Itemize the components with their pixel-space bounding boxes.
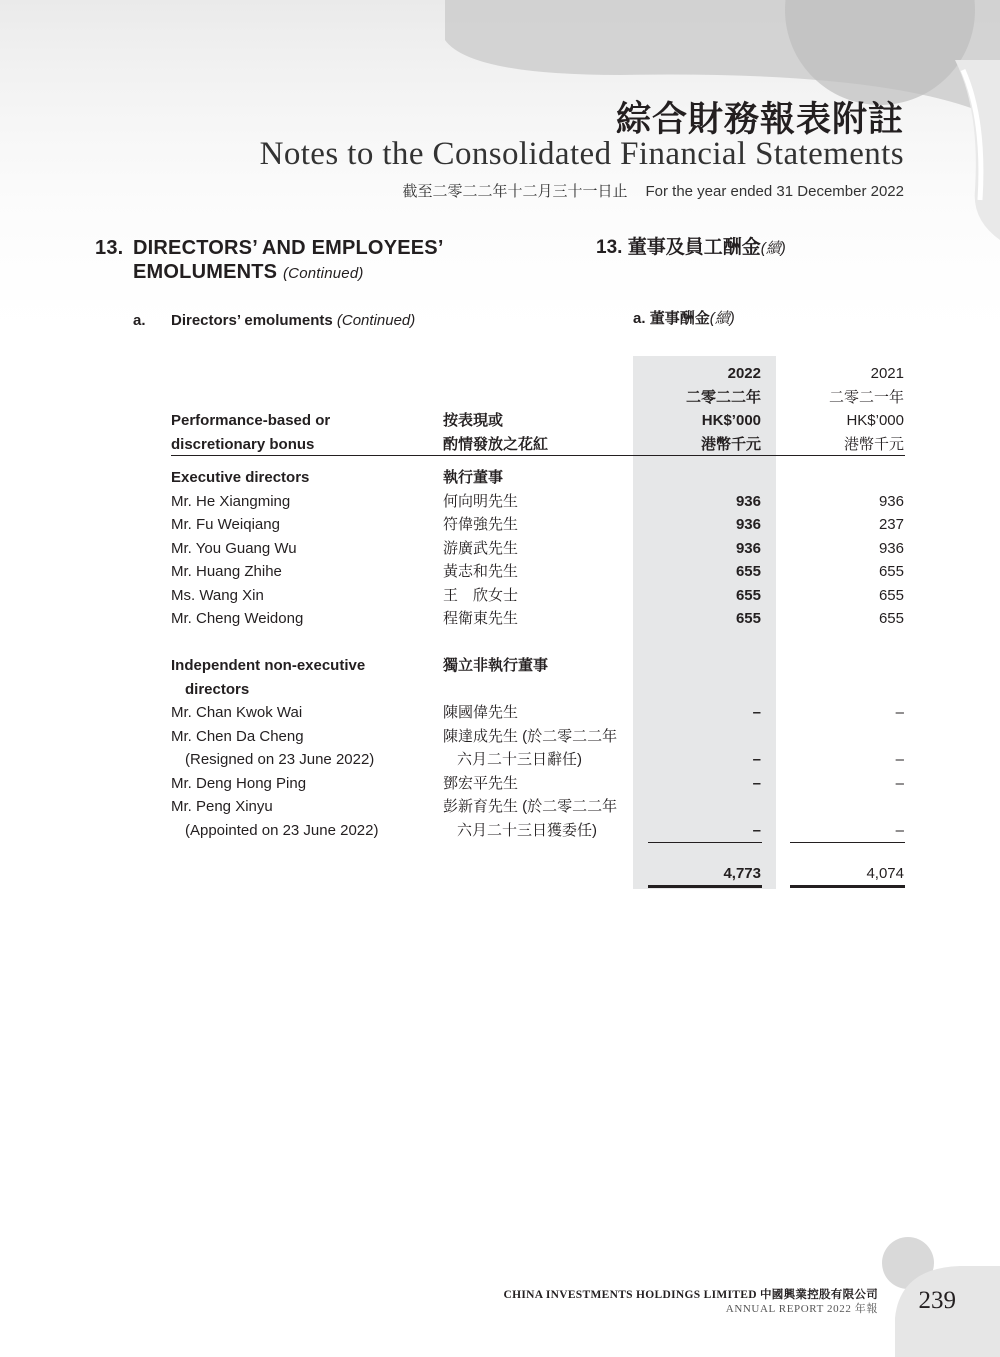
group-title-independent-cn: 獨立非執行董事 <box>443 657 549 674</box>
director-name-cn: 程衛東先生 <box>443 610 519 627</box>
total-rule-2021 <box>790 885 905 888</box>
table-caption-english <box>171 409 330 456</box>
director-name-cn: 游廣武先生 <box>443 540 519 557</box>
director-note-cn: 六月二十三日獲委任) <box>457 822 597 839</box>
subsection-heading-english <box>133 312 416 329</box>
column-year: 2021 <box>870 365 904 382</box>
period-english: For the year ended 31 December 2022 <box>645 183 904 200</box>
group-title-independent-line2: directors <box>185 681 250 698</box>
caption-line: discretionary bonus <box>171 435 315 453</box>
column-header-2022 <box>686 362 761 456</box>
group-title-independent: Independent non-executive <box>171 657 366 674</box>
group-title-executive: Executive directors <box>171 469 310 486</box>
director-name: Mr. Huang Zhihe <box>171 563 282 580</box>
value-2021: – <box>895 775 904 792</box>
column-year-cn: 二零二一年 <box>828 388 904 406</box>
subsection-continued-cn: (續) <box>709 310 735 327</box>
director-name-cn: 彭新育先生 (於二零二二年 <box>443 798 618 815</box>
column-unit-cn: 港幣千元 <box>700 435 761 453</box>
director-name: Mr. Chan Kwok Wai <box>171 704 303 721</box>
subsection-letter: a. <box>133 312 146 329</box>
column-year-cn: 二零二二年 <box>685 388 761 406</box>
director-name-cn: 鄧宏平先生 <box>443 775 519 792</box>
director-name-cn: 王 欣女士 <box>443 587 519 604</box>
director-name-cn: 黃志和先生 <box>443 563 519 580</box>
director-note: (Resigned on 23 June 2022) <box>185 751 375 768</box>
director-name: Mr. He Xiangming <box>171 493 291 510</box>
section-title-cn: 董事及員工酬金 <box>627 237 761 258</box>
value-2022: 655 <box>735 563 761 580</box>
section-number-cn: 13. <box>596 237 623 258</box>
section-number: 13. <box>95 237 124 259</box>
column-unit: HK$’000 <box>701 412 761 429</box>
value-2022: – <box>752 751 761 768</box>
subtotal-rule-2022 <box>648 842 762 843</box>
director-note-cn: 六月二十三日辭任) <box>457 751 582 768</box>
footer-report: ANNUAL REPORT 2022 年報 <box>725 1303 878 1315</box>
period-chinese: 截至二零二二年十二月三十一日止 <box>402 183 628 200</box>
subsection-continued: (Continued) <box>336 312 416 329</box>
column-unit-cn: 港幣千元 <box>843 435 904 453</box>
value-2022: – <box>752 775 761 792</box>
page-title: Notes to the Consolidated Financial Statements <box>259 136 904 172</box>
subsection-title-cn: 董事酬金 <box>649 310 710 327</box>
value-2022: – <box>752 704 761 721</box>
value-2022: 655 <box>735 587 761 604</box>
value-2022: 655 <box>735 610 761 627</box>
value-2021: 936 <box>878 493 904 510</box>
director-name: Mr. Deng Hong Ping <box>171 775 307 792</box>
footer-company: CHINA INVESTMENTS HOLDINGS LIMITED 中國興業控股有限公司 <box>503 1289 878 1301</box>
total-rule-2022 <box>648 885 762 888</box>
section-heading-chinese <box>596 236 786 261</box>
value-2022: 936 <box>735 493 761 510</box>
subtotal-rule-2021 <box>790 842 905 843</box>
value-2021: 936 <box>878 540 904 557</box>
column-header-2021 <box>829 362 904 456</box>
section-heading-english <box>95 236 553 286</box>
subsection-heading-chinese <box>633 307 735 328</box>
subsection-title: Directors’ emoluments <box>171 312 333 329</box>
caption-line: Performance-based or <box>171 412 331 429</box>
page-number: 239 <box>918 1287 956 1314</box>
director-name: Mr. Cheng Weidong <box>171 610 304 627</box>
total-2021: 4,074 <box>866 865 904 882</box>
value-2021: 655 <box>878 587 904 604</box>
director-name-cn: 何向明先生 <box>443 493 519 510</box>
value-2022: 936 <box>735 516 761 533</box>
value-2021: – <box>895 704 904 721</box>
section-continued: (Continued) <box>282 265 364 282</box>
page-title-chinese: 綜合財務報表附註 <box>615 100 904 140</box>
total-2022: 4,773 <box>723 865 761 882</box>
director-name: Mr. Peng Xinyu <box>171 798 273 815</box>
director-name: Mr. Chen Da Cheng <box>171 728 304 745</box>
column-unit: HK$’000 <box>846 412 904 429</box>
value-2021: 237 <box>878 516 904 533</box>
director-name-cn: 陳國偉先生 <box>443 704 519 721</box>
value-2022: 936 <box>735 540 761 557</box>
director-name-cn: 符偉強先生 <box>443 516 519 533</box>
section-continued-cn: (續) <box>760 240 786 257</box>
value-2022: – <box>752 822 761 839</box>
value-2021: 655 <box>878 610 904 627</box>
director-name-cn: 陳達成先生 (於二零二二年 <box>443 728 618 745</box>
table-caption-chinese <box>443 409 548 456</box>
period-subtitle <box>402 180 904 201</box>
section-title: DIRECTORS’ AND EMPLOYEES’ EMOLUMENTS <box>133 237 443 283</box>
caption-line: 按表現或 <box>443 412 504 429</box>
value-2021: – <box>895 751 904 768</box>
value-2021: – <box>895 822 904 839</box>
column-year: 2022 <box>727 365 761 382</box>
value-2021: 655 <box>878 563 904 580</box>
director-name: Ms. Wang Xin <box>171 587 264 604</box>
header-rule <box>171 455 905 456</box>
group-title-executive-cn: 執行董事 <box>443 469 504 486</box>
caption-line: 酌情發放之花紅 <box>443 435 549 453</box>
director-note: (Appointed on 23 June 2022) <box>185 822 379 839</box>
director-name: Mr. You Guang Wu <box>171 540 297 557</box>
subsection-letter-cn: a. <box>633 310 646 327</box>
director-name: Mr. Fu Weiqiang <box>171 516 280 533</box>
